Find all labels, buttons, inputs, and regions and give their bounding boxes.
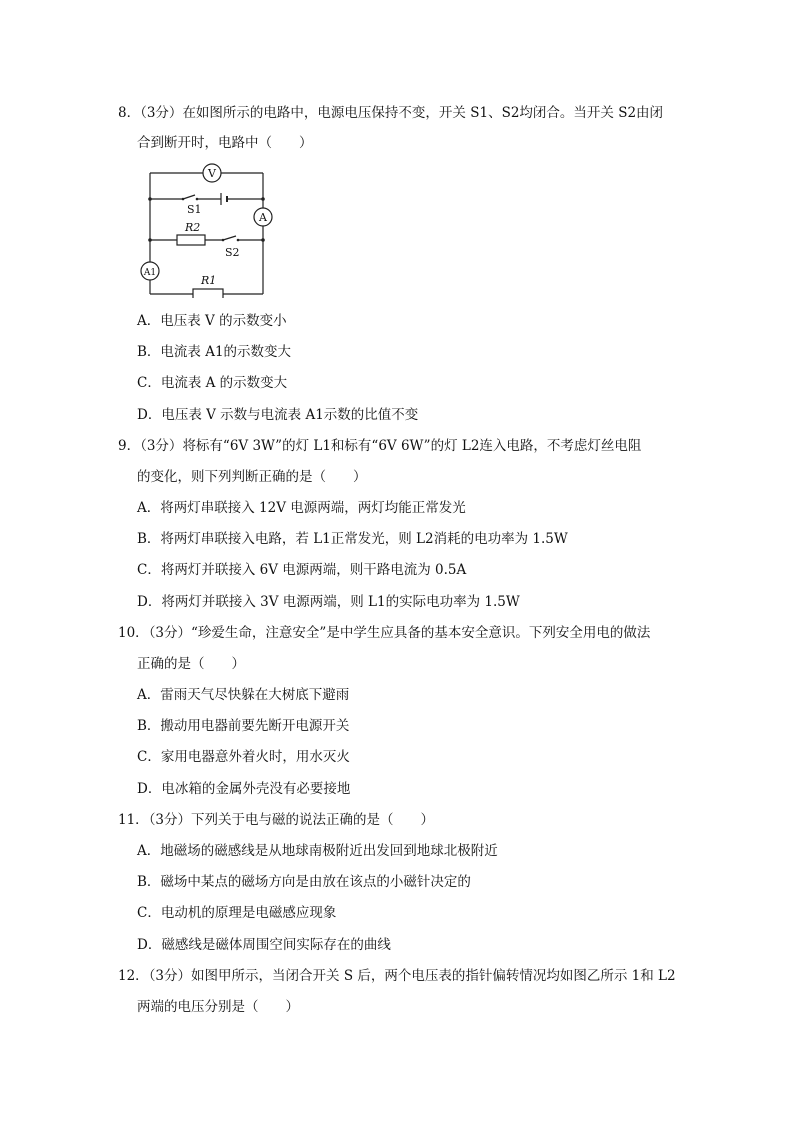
resistor-r2-label: R2 (185, 221, 201, 234)
question-9-option-c: C．将两灯并联接入 6V 电源两端，则干路电流为 0.5A (137, 562, 467, 578)
switch-s2-pivot (222, 239, 225, 242)
question-8-line1 (118, 104, 663, 122)
voltmeter-label: V (208, 167, 216, 180)
question-number: 8． (118, 105, 141, 121)
junction-dot (148, 197, 152, 201)
question-8-option-d: D．电压表 V 示数与电流表 A1示数的比值不变 (137, 407, 419, 423)
resistor-r1 (193, 289, 223, 298)
question-score: （3分） (148, 968, 192, 984)
question-9-line1 (118, 437, 641, 455)
question-12-line2: 两端的电压分别是（ ） (137, 999, 299, 1015)
question-number: 10． (118, 625, 149, 641)
question-stem: 将标有“6V 3W”的灯 L1和标有“6V 6W”的灯 L2连入电路，不考虑灯丝电阻 (182, 438, 642, 454)
question-10-line2: 正确的是（ ） (137, 656, 245, 672)
junction-dot (148, 238, 152, 242)
question-11-option-b: B．磁场中某点的磁场方向是由放在该点的小磁针决定的 (137, 874, 471, 890)
junction-dot (261, 197, 265, 201)
question-10-option-c: C．家用电器意外着火时，用水灭火 (137, 749, 350, 765)
ammeter-a1-label: A1 (143, 268, 157, 278)
question-8-option-c: C．电流表 A 的示数变大 (137, 375, 288, 391)
question-9-option-d: D．将两灯并联接入 3V 电源两端，则 L1的实际电功率为 1.5W (137, 594, 520, 610)
question-11-option-a: A．地磁场的磁感线是从地球南极附近出发回到地球北极附近 (137, 843, 498, 859)
switch-s1-label: S1 (187, 203, 202, 216)
circuit-diagram (137, 163, 277, 298)
question-score: （3分） (140, 438, 183, 454)
question-stem: 如图甲所示，当闭合开关 S 后，两个电压表的指针偏转情况均如图乙所示 1和 L2 (191, 968, 676, 984)
resistor-r1-label: R1 (201, 274, 217, 287)
question-12-line1 (118, 967, 676, 985)
question-10-option-a: A．雷雨天气尽快躲在大树底下避雨 (137, 687, 350, 703)
question-11-option-c: C．电动机的原理是电磁感应现象 (137, 905, 337, 921)
question-number: 12． (118, 968, 149, 984)
question-stem: 下列关于电与磁的说法正确的是（ ） (191, 812, 435, 828)
question-8-option-b: B．电流表 A1的示数变大 (137, 344, 292, 360)
question-stem: 在如图所示的电路中，电源电压保持不变，开关 S1、S2均闭合。当开关 S2由闭 (182, 105, 664, 121)
question-stem: “珍爱生命，注意安全”是中学生应具备的基本安全意识。下列安全用电的做法 (191, 625, 651, 641)
question-9-line2: 的变化，则下列判断正确的是（ ） (137, 469, 367, 485)
question-11-line1 (118, 811, 434, 829)
switch-s2-label: S2 (225, 246, 240, 259)
switch-s1-pivot (182, 198, 185, 201)
question-10-option-b: B．搬动用电器前要先断开电源开关 (137, 718, 350, 734)
ammeter-a-label: A (259, 211, 267, 224)
question-8-option-a: A．电压表 V 的示数变小 (137, 313, 287, 329)
question-9-option-b: B．将两灯串联接入电路，若 L1正常发光，则 L2消耗的电功率为 1.5W (137, 531, 568, 547)
question-8-line2: 合到断开时，电路中（ ） (137, 135, 313, 151)
question-10-line1 (118, 624, 650, 642)
question-score: （3分） (148, 625, 192, 641)
question-9-option-a: A．将两灯串联接入 12V 电源两端，两灯均能正常发光 (137, 500, 466, 516)
question-10-option-d: D．电冰箱的金属外壳没有必要接地 (137, 781, 351, 797)
switch-s1-contact (196, 198, 199, 201)
question-number: 11． (118, 812, 149, 828)
resistor-r2 (177, 235, 205, 245)
question-11-option-d: D．磁感线是磁体周围空间实际存在的曲线 (137, 937, 391, 953)
question-score: （3分） (140, 105, 183, 121)
junction-dot (261, 238, 265, 242)
question-score: （3分） (148, 812, 192, 828)
question-number: 9． (118, 438, 141, 454)
switch-s2-contact (237, 239, 240, 242)
